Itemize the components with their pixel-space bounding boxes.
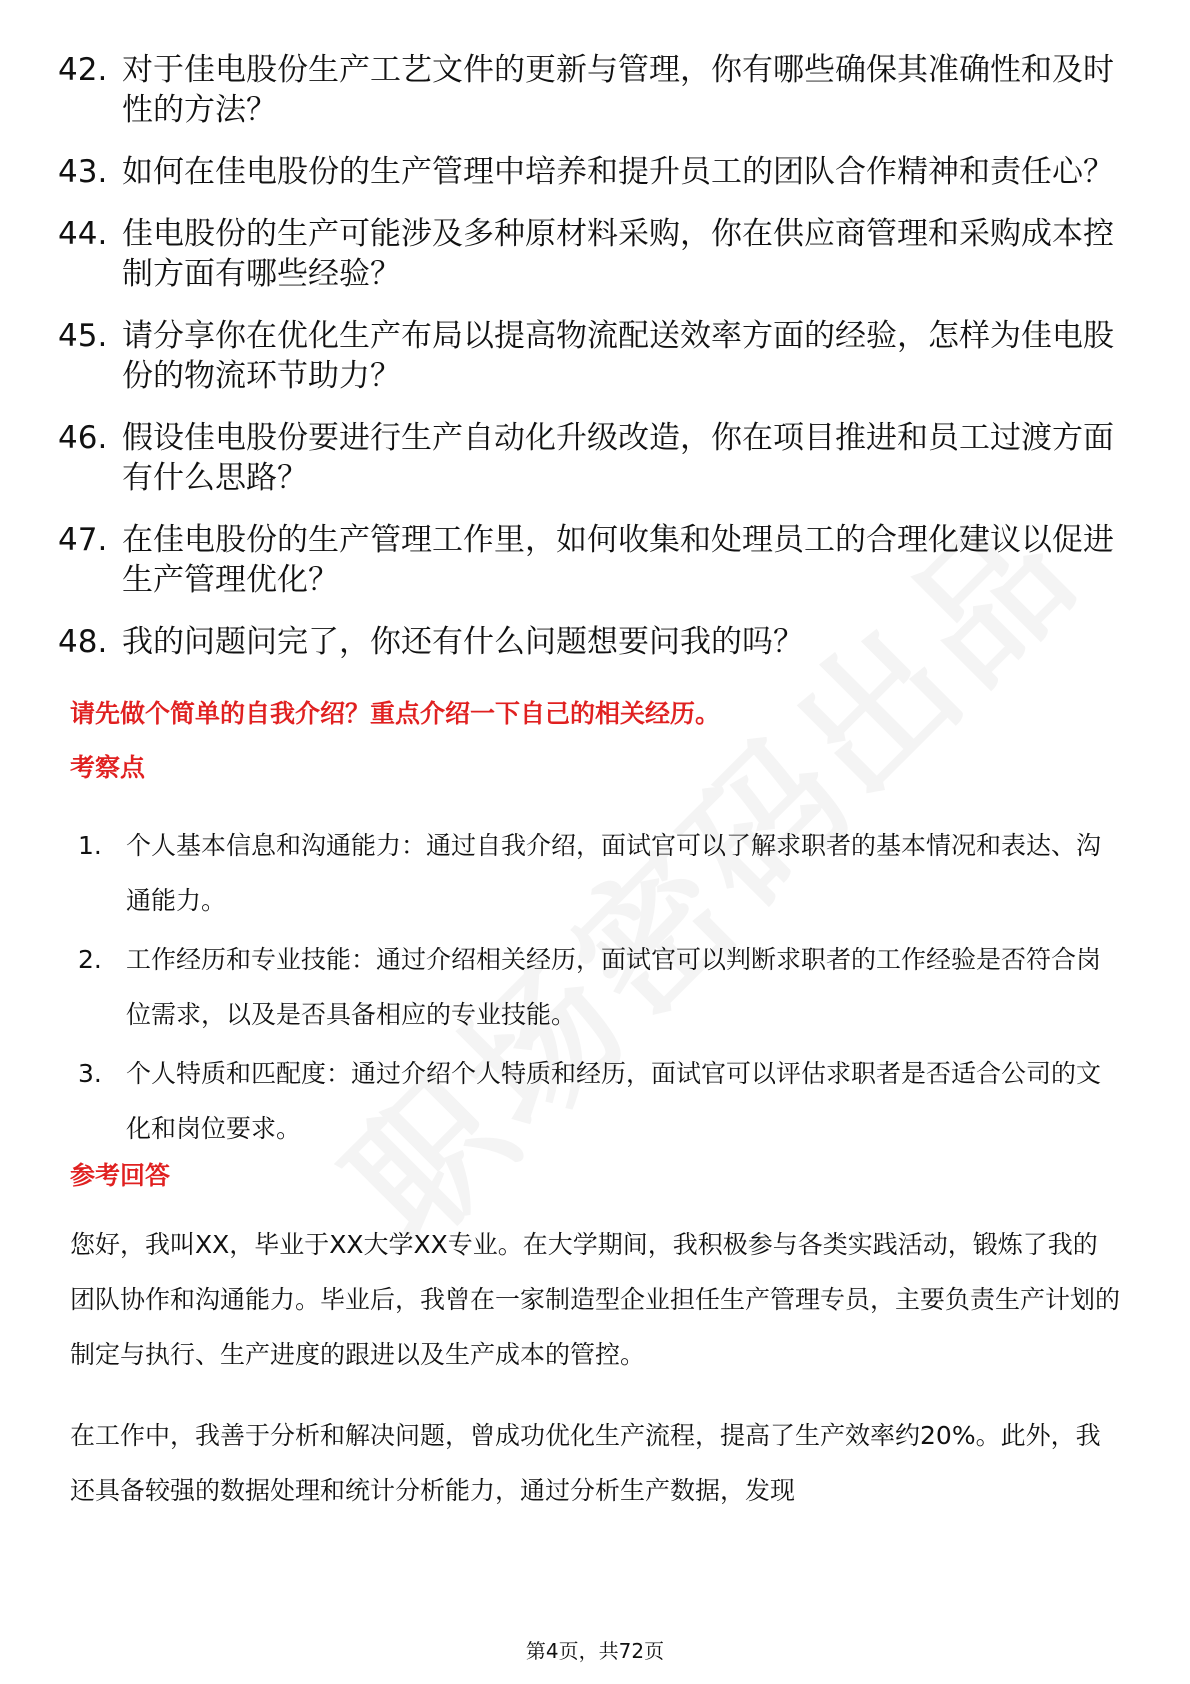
list-item <box>58 214 1118 294</box>
list-item <box>78 818 1118 928</box>
question-list <box>58 50 1118 684</box>
question-text: 对于佳电股份生产工艺文件的更新与管理，你有哪些确保其准确性和及时性的方法？ <box>122 52 1114 128</box>
answer-paragraph: 您好，我叫XX，毕业于XX大学XX专业。在大学期间，我积极参与各类实践活动，锻炼了我的团队协作和沟通能力。毕业后，我曾在一家制造型企业担任生产管理专员，主要负责生产计划的制定与执行、生产进度的跟进以及生产成本的管控。 <box>70 1230 1121 1369</box>
list-item <box>58 520 1118 600</box>
point-text: 工作经历和专业技能：通过介绍相关经历，面试官可以判断求职者的工作经验是否符合岗位需求，以及是否具备相应的专业技能。 <box>126 945 1102 1029</box>
reference-answer-heading: 参考回答 <box>70 1161 171 1190</box>
point-number: 3. <box>78 1059 102 1088</box>
list-item <box>58 622 1118 662</box>
intro-question-heading: 请先做个简单的自我介绍？重点介绍一下自己的相关经历。 <box>70 699 721 728</box>
question-number: 48. <box>58 624 108 660</box>
question-number: 46. <box>58 420 108 456</box>
evaluation-points-list <box>78 818 1118 1160</box>
point-number: 1. <box>78 831 102 860</box>
answer-paragraph: 在工作中，我善于分析和解决问题，曾成功优化生产流程，提高了生产效率约20%。此外，我还具备较强的数据处理和统计分析能力，通过分析生产数据，发现 <box>70 1421 1101 1505</box>
question-number: 47. <box>58 522 108 558</box>
list-item <box>78 932 1118 1042</box>
point-number: 2. <box>78 945 102 974</box>
question-number: 42. <box>58 52 108 88</box>
kaochadian-heading: 考察点 <box>70 753 146 782</box>
question-number: 43. <box>58 154 108 190</box>
page-footer: 第4页，共72页 <box>525 1639 665 1663</box>
list-item <box>58 418 1118 498</box>
list-item <box>78 1046 1118 1156</box>
question-number: 44. <box>58 216 108 252</box>
question-text: 在佳电股份的生产管理工作里，如何收集和处理员工的合理化建议以促进生产管理优化？ <box>122 522 1114 598</box>
list-item <box>58 152 1118 192</box>
point-text: 个人基本信息和沟通能力：通过自我介绍，面试官可以了解求职者的基本情况和表达、沟通能力。 <box>126 831 1102 915</box>
question-text: 如何在佳电股份的生产管理中培养和提升员工的团队合作精神和责任心？ <box>122 154 1114 190</box>
question-text: 假设佳电股份要进行生产自动化升级改造，你在项目推进和员工过渡方面有什么思路？ <box>122 420 1114 496</box>
question-text: 佳电股份的生产可能涉及多种原材料采购，你在供应商管理和采购成本控制方面有哪些经验？ <box>122 216 1114 292</box>
point-text: 个人特质和匹配度：通过介绍个人特质和经历，面试官可以评估求职者是否适合公司的文化和岗位要求。 <box>126 1059 1102 1143</box>
list-item <box>58 50 1118 130</box>
question-number: 45. <box>58 318 108 354</box>
list-item <box>58 316 1118 396</box>
question-text: 请分享你在优化生产布局以提高物流配送效率方面的经验，怎样为佳电股份的物流环节助力？ <box>122 318 1114 394</box>
question-text: 我的问题问完了，你还有什么问题想要问我的吗？ <box>122 624 804 660</box>
